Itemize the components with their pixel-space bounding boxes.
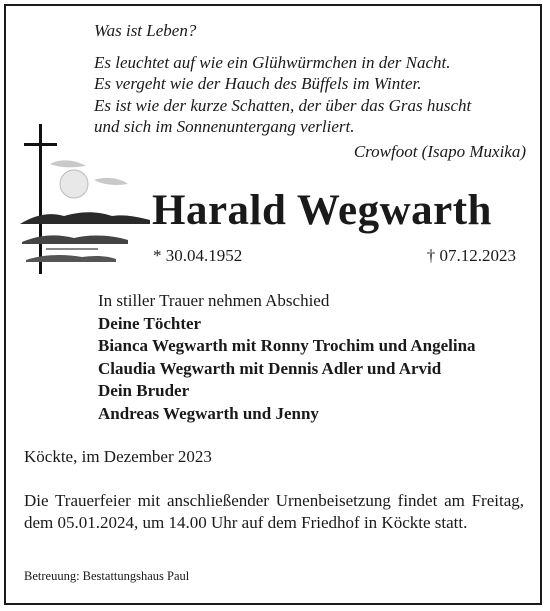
mourner-line: Bianca Wegwarth mit Ronny Trochim und Angelina bbox=[98, 336, 476, 355]
place-date: Köckte, im Dezember 2023 bbox=[24, 447, 212, 466]
poem-line: Es leuchtet auf wie ein Glühwürmchen in der Nacht. bbox=[94, 52, 451, 72]
sun-icon bbox=[60, 170, 88, 198]
poem-question: Was ist Leben? bbox=[94, 21, 197, 40]
birth-date: * 30.04.1952 bbox=[153, 246, 243, 265]
poem-line: Es vergeht wie der Hauch des Büffels im Winter. bbox=[94, 74, 422, 93]
deceased-name: Harald Wegwarth bbox=[152, 187, 492, 234]
mourner-line: Andreas Wegwarth und Jenny bbox=[98, 403, 319, 423]
mourner-line: Deine Töchter bbox=[98, 313, 202, 333]
death-date: † 07.12.2023 bbox=[426, 246, 516, 265]
mourners bbox=[98, 290, 476, 425]
poem-line: Es ist wie der kurze Schatten, der über das Gras huscht bbox=[94, 95, 472, 115]
mourner-line: Dein Bruder bbox=[98, 381, 190, 400]
poem-author: Crowfoot (Isapo Muxika) bbox=[353, 141, 526, 161]
cross-landscape-illustration bbox=[16, 124, 166, 274]
funeral-home-credit: Betreuung: Bestattungshaus Paul bbox=[24, 569, 190, 583]
mourner-line: Claudia Wegwarth mit Dennis Adler und Arvid bbox=[98, 358, 442, 378]
poem-line: und sich im Sonnenuntergang verliert. bbox=[94, 117, 355, 136]
funeral-notice: Die Trauerfeier mit anschließender Urnenbeisetzung findet am Freitag, dem 05.01.2024, um 14.00 Uhr auf dem Friedhof in Köckte statt. bbox=[24, 491, 524, 532]
cross-icon bbox=[24, 124, 57, 274]
mourners-intro: In stiller Trauer nehmen Abschied bbox=[98, 291, 330, 310]
